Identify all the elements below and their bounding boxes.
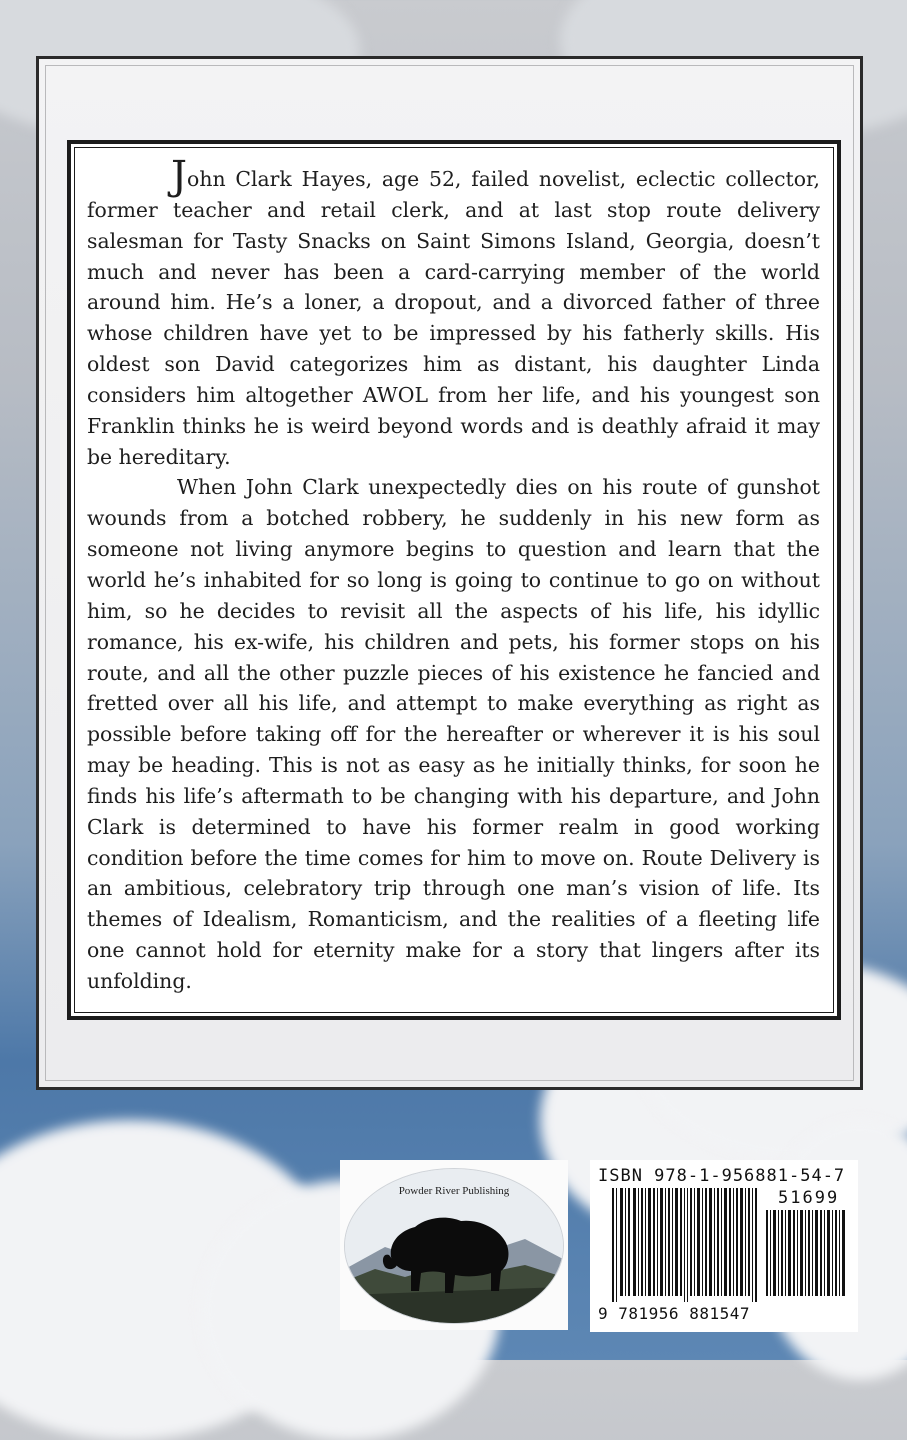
- price-code: 51699: [778, 1188, 840, 1208]
- publisher-name: Powder River Publishing: [398, 1185, 510, 1197]
- blurb-text: [87, 153, 820, 997]
- isbn-barcode: [590, 1160, 858, 1332]
- publisher-logo: [340, 1160, 568, 1330]
- blurb-paragraph-1: [87, 153, 820, 472]
- blurb-paragraph-1-text: ohn Clark Hayes, age 52, failed novelist, eclectic collector, former teacher and retail clerk, and at last stop route delivery salesman for Tasty Snacks on Saint Simons Island, Georgia, doesn’t much and never has been a card-carrying member of the world around him. He’s a loner, a dropout, and a divorced father of three whose children have yet to be impressed by his fatherly skills. His oldest son David categorizes him as distant, his daughter Linda considers him altogether AWOL from her life, and his youngest son Franklin thinks he is weird beyond words and is deathly afraid it may be hereditary.: [87, 167, 820, 469]
- ean-digits: 9 781956 881547: [598, 1304, 750, 1323]
- drop-cap: J: [171, 153, 188, 199]
- bison-icon: [381, 1209, 521, 1299]
- isbn-number: ISBN 978-1-956881-54-7: [598, 1166, 846, 1186]
- blurb-paragraph-2: When John Clark unexpectedly dies on his route of gunshot wounds from a botched robbery, he suddenly in his new form as someone not living anymore begins to question and learn that the world he’s inhabited for so long is going to continue to go on without him, so he decides to revisit all the aspects of his life, his idyllic romance, his ex-wife, his children and pets, his former stops on his route, and all the other puzzle pieces of his existence he fancied and fretted over all his life, and attempt to make everything as right as possible before taking off for the hereafter or wherever it is his soul may be heading. This is not as easy as he initially thinks, for soon he finds his life’s aftermath to be changing with his departure, and John Clark is determined to have his former realm in good working condition before the time comes for him to move on. Route Delivery is an ambitious, celebratory trip through one man’s vision of life. Its themes of Idealism, Romanticism, and the realities of a fleeting life one cannot hold for eternity make for a story that lingers after its unfolding.: [87, 475, 820, 993]
- publisher-logo-oval: [344, 1168, 564, 1324]
- blurb-panel: [67, 140, 841, 1020]
